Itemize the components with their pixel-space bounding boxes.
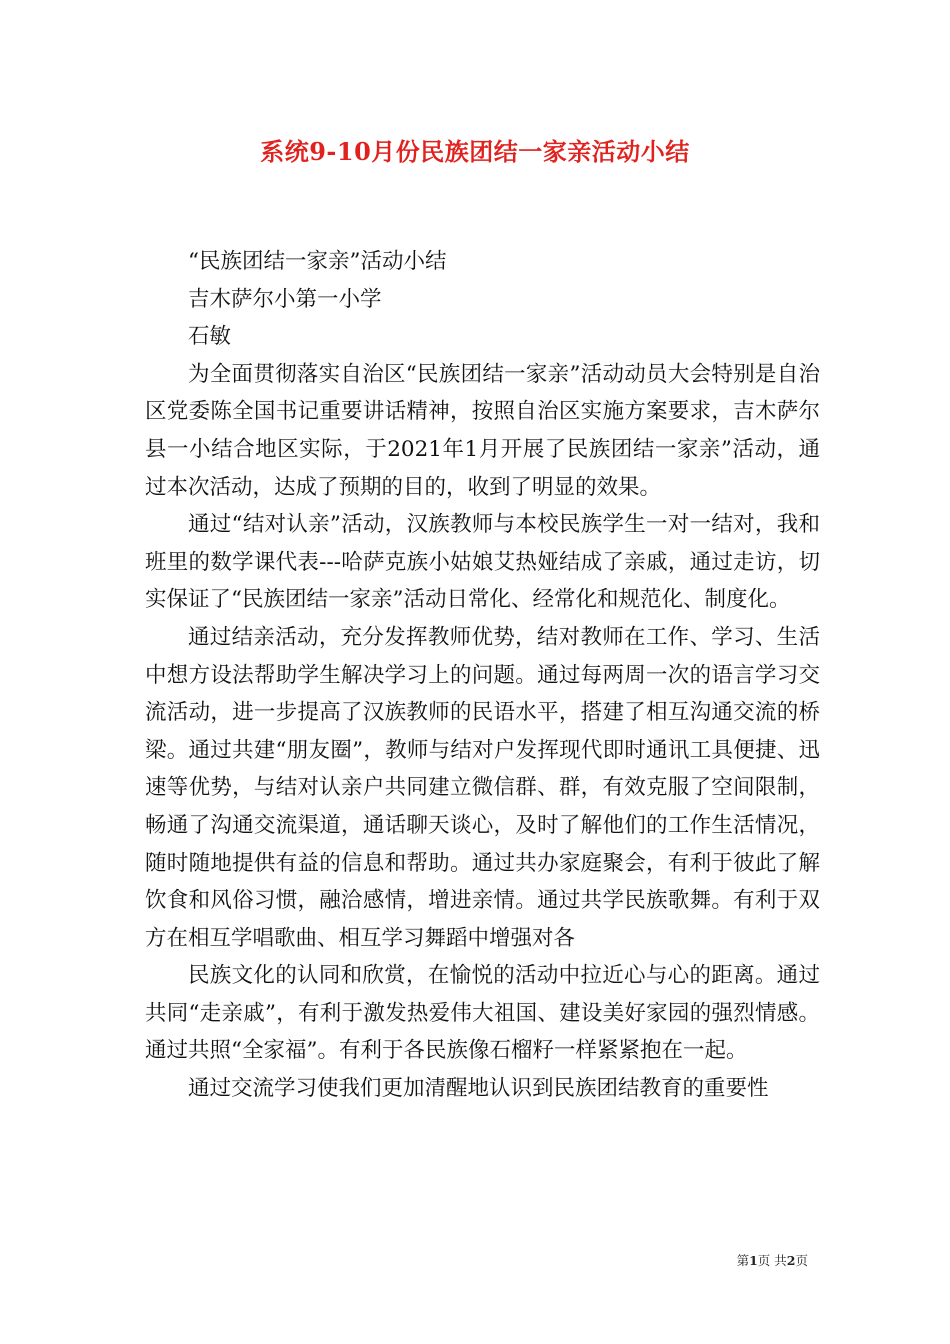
page-number (737, 1251, 808, 1269)
paragraph: 通过交流学习使我们更加清醒地认识到民族团结教育的重要性 (188, 1076, 769, 1102)
page-number-prefix: 第 (736, 1253, 750, 1268)
paragraph: 通过“结对认亲”活动，汉族教师与本校民族学生一对一结对，我和班里的数学课代表---哈萨克族小姑娘艾热娅结成了亲戚，通过走访，切实保证了“民族团结一家亲”活动日常化、经常化和规范化、制度化。 (145, 512, 820, 613)
document-heading: “民族团结一家亲”活动小结 (188, 249, 447, 274)
document-author: 石敏 (188, 324, 232, 350)
page-number-middle: 页 共 (757, 1253, 787, 1268)
paragraph: 民族文化的认同和欣赏，在愉悦的活动中拉近心与心的距离。通过共同“走亲戚”，有利于激发热爱伟大祖国、建设美好家园的强烈情感。通过共照“全家福”。有利于各民族像石榴籽一样紧紧抱在一起。 (145, 963, 820, 1064)
document-title: 系统9-10月份民族团结一家亲活动小结 (260, 137, 690, 166)
page-number-current: 1 (749, 1253, 758, 1268)
page-number-total: 2 (786, 1253, 796, 1268)
document-body (145, 243, 820, 1108)
page-number-suffix: 页 (795, 1253, 808, 1268)
paragraph: 通过结亲活动，充分发挥教师优势，结对教师在工作、学习、生活中想方设法帮助学生解决学习上的问题。通过每两周一次的语言学习交流活动，进一步提高了汉族教师的民语水平，搭建了相互沟通交流的桥梁。通过共建“朋友圈”，教师与结对户发挥现代即时通讯工具便捷、迅速等优势，与结对认亲户共同建立微信群、群，有效克服了空间限制，畅通了沟通交流渠道，通话聊天谈心，及时了解他们的工作生活情况，随时随地提供有益的信息和帮助。通过共办家庭聚会，有利于彼此了解饮食和风俗习惯，融洽感情，增进亲情。通过共学民族歌舞。有利于双方在相互学唱歌曲、相互学习舞蹈中增强对各 (145, 624, 820, 951)
paragraph: 为全面贯彻落实自治区“民族团结一家亲”活动动员大会特别是自治区党委陈全国书记重要讲话精神，按照自治区实施方案要求，吉木萨尔县一小结合地区实际，于2021年1月开展了民族团结一家亲”活动，通过本次活动，达成了预期的目的，收到了明显的效果。 (145, 361, 820, 500)
document-school: 吉木萨尔小第一小学 (188, 286, 382, 312)
